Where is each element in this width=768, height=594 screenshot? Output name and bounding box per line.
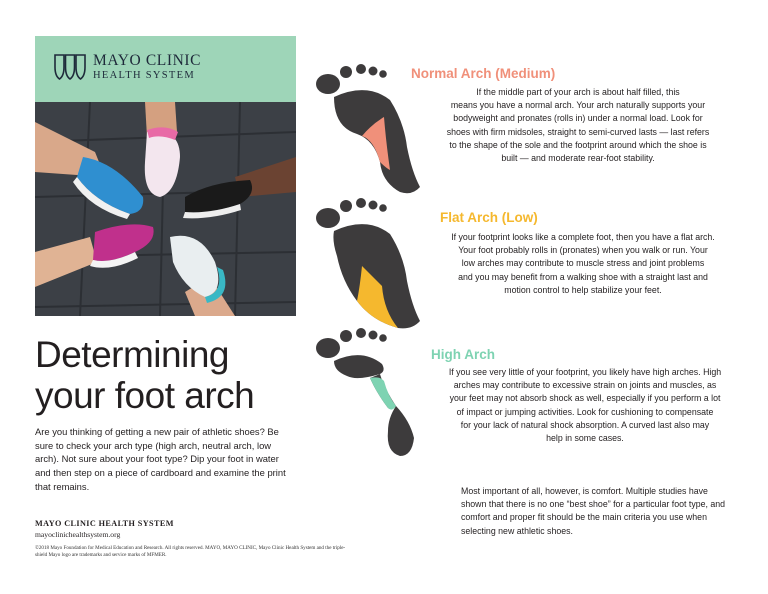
normal-arch-line: means you have a normal arch. Your arch naturally supports your bbox=[450, 100, 706, 111]
normal-arch-line: to the shape of the sole and the footprint around which the shoe is bbox=[449, 139, 707, 150]
brand-name: MAYO CLINIC bbox=[93, 52, 202, 70]
high-arch-line: If you see very little of your footprint, you likely have high arches. High bbox=[448, 367, 722, 377]
high-arch-line: help in some cases. bbox=[546, 432, 624, 443]
high-arch-description bbox=[418, 366, 752, 445]
normal-arch-line: If the middle part of your arch is about half filled, this bbox=[476, 87, 680, 97]
header-band bbox=[35, 36, 296, 102]
flat-arch-title: Flat Arch (Low) bbox=[440, 210, 538, 225]
flat-arch-line: and you may benefit from a walking shoe with a straight last and bbox=[458, 271, 708, 282]
high-arch-line: your feet may not absorb shock as well, especially if you perform a lot bbox=[449, 393, 721, 404]
high-arch-line: of impact or jumping activities. Look for cushioning to compensate bbox=[456, 406, 714, 417]
normal-arch-description bbox=[413, 86, 743, 165]
flat-arch-line: Your foot probably rolls in (pronates) when you walk or run. Your bbox=[458, 245, 708, 256]
footer-brand: MAYO CLINIC HEALTH SYSTEM bbox=[35, 519, 174, 528]
closing-paragraph: Most important of all, however, is comfort. Multiple studies have shown that there is no one “best shoe” for a particular foot type, and comfort and proper fit should be the main criteria you use when selecting new athletic shoes. bbox=[461, 486, 726, 536]
flat-arch-line: If your footprint looks like a complete foot, then you have a flat arch. bbox=[451, 232, 715, 242]
normal-arch-line: shoes with firm midsoles, straight to semi-curved lasts — last refers bbox=[446, 126, 710, 137]
normal-arch-line: bodyweight and pronates (rolls in) under a normal load. Look for bbox=[453, 113, 703, 124]
brand-logo bbox=[53, 52, 201, 82]
flat-arch-description bbox=[418, 231, 748, 297]
flat-arch-line: motion control to help stabilize your feet. bbox=[504, 284, 662, 295]
page-title-line2: your foot arch bbox=[35, 374, 255, 416]
brand-subname: HEALTH SYSTEM bbox=[93, 69, 195, 81]
legal-notice: ©2018 Mayo Foundation for Medical Education and Research. All rights reserved. MAYO, MAYO CLINIC, Mayo Clinic Health System and the triple-shield Mayo logo are trademarks and service marks of MFMER. bbox=[35, 545, 346, 559]
high-arch-line: arches may contribute to excessive strain on joints and muscles, as bbox=[453, 380, 717, 391]
normal-arch-title: Normal Arch (Medium) bbox=[411, 66, 556, 81]
normal-arch-line: built — and moderate rear-foot stability. bbox=[501, 152, 655, 163]
mayo-three-shield-logo-icon bbox=[53, 52, 87, 82]
page-title bbox=[35, 335, 254, 416]
athletic-shoes-photo bbox=[35, 102, 296, 316]
page-title-line1: Determining bbox=[35, 334, 229, 375]
high-arch-title: High Arch bbox=[431, 347, 495, 362]
intro-paragraph: Are you thinking of getting a new pair of athletic shoes? Be sure to check your arch type (high arch, neutral arch, low arch). Not sure about your foot type? Dip your foot in water and then step on a piece of cardboard and examine the print that remains. bbox=[35, 426, 286, 492]
shoes-circle-illustration bbox=[35, 102, 296, 316]
flat-arch-line: low arches may contribute to muscle stress and joint problems bbox=[461, 258, 705, 269]
high-arch-line: for your lack of natural shock absorption. A curved last also may bbox=[460, 419, 710, 430]
footer-url[interactable]: mayoclinichealthsystem.org bbox=[35, 530, 121, 539]
